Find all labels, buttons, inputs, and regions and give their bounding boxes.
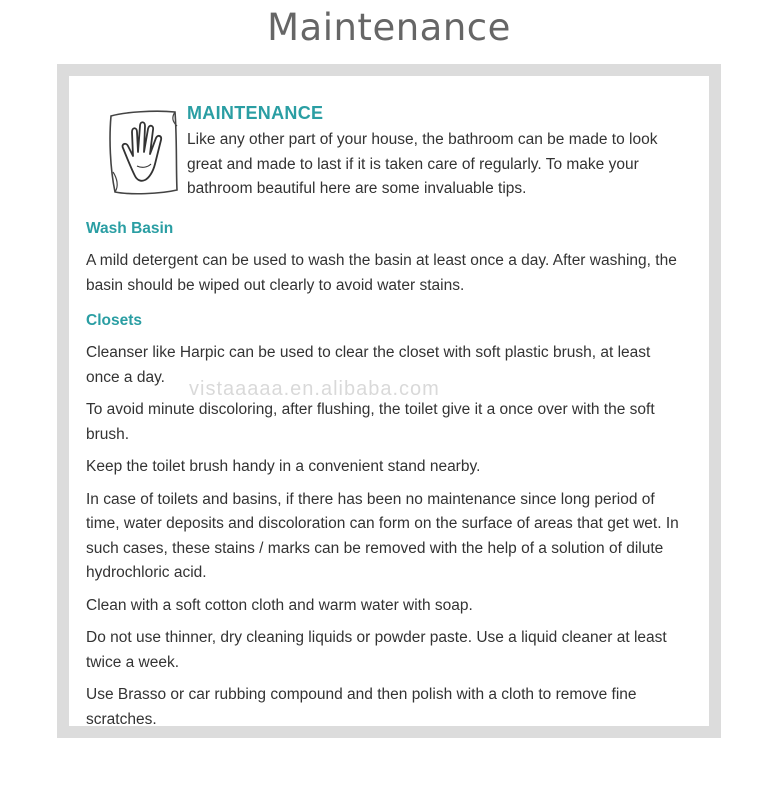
tips-body	[86, 218, 686, 740]
intro-heading: MAINTENANCE	[187, 103, 324, 123]
closets-tip: Clean with a soft cotton cloth and warm water with soap.	[86, 596, 473, 614]
closets-tip: Cleanser like Harpic can be used to clear the closet with soft plastic brush, at least once a day.	[86, 344, 651, 386]
maintenance-card	[69, 76, 709, 726]
wash-basin-heading: Wash Basin	[86, 220, 174, 237]
wash-basin-text: A mild detergent can be used to wash the basin at least once a day. After washing, the basin should be wiped out clearly to avoid water stains.	[86, 252, 677, 294]
hand-cloth-icon	[105, 108, 181, 196]
closets-tip: Keep the toilet brush handy in a convenient stand nearby.	[86, 458, 481, 475]
closets-tip: Do not use thinner, dry cleaning liquids or powder paste. Use a liquid cleaner at least twice a week.	[86, 629, 667, 671]
closets-heading: Closets	[86, 312, 142, 329]
closets-tip: To avoid minute discoloring, after flushing, the toilet give it a once over with the soft brush.	[86, 401, 655, 443]
watermark: vistaaaaa.en.alibaba.com	[189, 378, 440, 400]
intro-section	[187, 100, 687, 202]
intro-text: Like any other part of your house, the bathroom can be made to look great and made to last if it is taken care of regularly. To make your bathroom beautiful here are some invaluable tips.	[187, 131, 658, 197]
page-title: Maintenance	[267, 6, 511, 49]
closets-tip: Use Brasso or car rubbing compound and then polish with a cloth to remove fine scratches.	[86, 686, 637, 728]
closets-tip: In case of toilets and basins, if there has been no maintenance since long period of time, water deposits and discoloration can form on the surface of areas that get wet. In such cases, these stains / marks can be removed with the help of a solution of dilute hydrochloric acid.	[86, 490, 679, 581]
content-frame	[57, 64, 721, 738]
